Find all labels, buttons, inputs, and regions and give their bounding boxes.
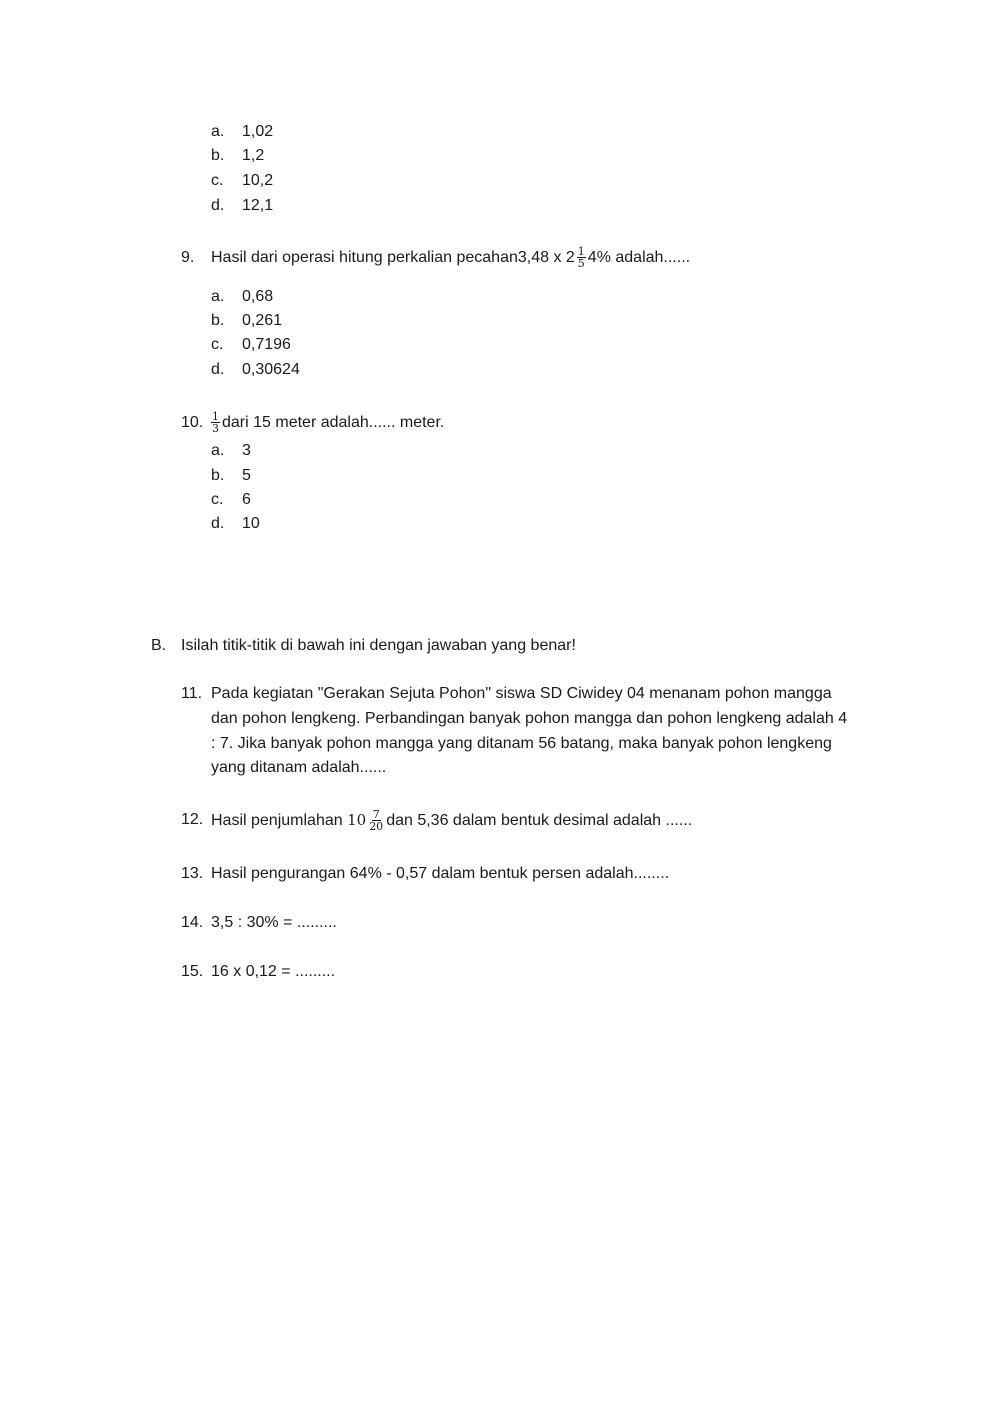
- q10-text: [209, 410, 444, 436]
- q9-option-a: [211, 287, 274, 307]
- q8-option-a: [211, 122, 274, 142]
- option-letter: a.: [211, 442, 225, 459]
- q14-number: 14.: [181, 914, 204, 931]
- option-letter: c.: [211, 172, 224, 189]
- option-letter: b.: [211, 147, 225, 164]
- q10-fraction: [211, 411, 220, 434]
- q11-line-3: : 7. Jika banyak pohon mangga yang ditanam 56 batang, maka banyak pohon lengkeng: [211, 735, 832, 752]
- option-letter: a.: [211, 288, 225, 305]
- q9-option-d: [211, 360, 300, 380]
- fraction-numerator: 1: [212, 410, 219, 424]
- option-letter: c.: [211, 336, 224, 353]
- option-text: 10,2: [242, 172, 274, 189]
- section-b-instruction: Isilah titik-titik di bawah ini dengan jawaban yang benar!: [181, 637, 576, 654]
- option-text: 0,261: [242, 312, 283, 329]
- q10-option-d: [211, 514, 260, 534]
- q10-text-after: dari 15 meter adalah...... meter.: [222, 414, 445, 431]
- q9-text: [211, 246, 690, 270]
- fraction-numerator: 7: [372, 808, 380, 822]
- q8-option-c: [211, 171, 274, 191]
- q12-text: [211, 806, 692, 835]
- option-text: 0,68: [242, 288, 274, 305]
- fraction-denominator: 5: [577, 257, 585, 271]
- q15-text: 16 x 0,12 = .........: [211, 963, 336, 980]
- q10-option-b: [211, 466, 251, 486]
- q9-text-after: 4% adalah......: [587, 249, 691, 266]
- q9-number: 9.: [181, 249, 195, 266]
- q12-whole-number: 10: [347, 811, 367, 829]
- option-text: 10: [242, 515, 260, 532]
- q14-text: 3,5 : 30% = .........: [211, 914, 337, 931]
- option-text: 5: [242, 467, 251, 484]
- q15-number: 15.: [181, 963, 204, 980]
- fraction-numerator: 1: [577, 245, 585, 259]
- q12-number: 12.: [181, 811, 204, 828]
- q8-option-b: [211, 146, 265, 166]
- fraction-denominator: 3: [212, 422, 219, 436]
- q12-text-before: Hasil penjumlahan: [211, 812, 343, 829]
- option-text: 12,1: [242, 197, 274, 214]
- option-text: 1,02: [242, 123, 274, 140]
- q10-option-c: [211, 490, 251, 510]
- option-letter: d.: [211, 361, 225, 378]
- option-text: 1,2: [242, 147, 265, 164]
- option-letter: b.: [211, 312, 225, 329]
- option-letter: d.: [211, 515, 225, 532]
- section-b-letter: B.: [151, 637, 167, 654]
- q9-option-b: [211, 311, 283, 331]
- option-text: 3: [242, 442, 251, 459]
- q10-option-a: [211, 441, 251, 461]
- option-letter: c.: [211, 491, 224, 508]
- q10-number: 10.: [181, 414, 204, 431]
- q12-fraction: [368, 809, 384, 832]
- q11-number: 11.: [181, 685, 203, 702]
- option-letter: b.: [211, 467, 225, 484]
- q11-line-1: Pada kegiatan "Gerakan Sejuta Pohon" siswa SD Ciwidey 04 menanam pohon mangga: [211, 685, 832, 702]
- q11-line-2: dan pohon lengkeng. Perbandingan banyak pohon mangga dan pohon lengkeng adalah 4: [211, 710, 848, 727]
- q9-fraction: [577, 246, 586, 269]
- fraction-denominator: 20: [369, 820, 384, 834]
- q11-line-4: yang ditanam adalah......: [211, 759, 387, 776]
- q9-text-before: Hasil dari operasi hitung perkalian pecahan3,48 x 2: [211, 249, 575, 266]
- option-text: 0,7196: [242, 336, 291, 353]
- option-letter: d.: [211, 197, 225, 214]
- q8-option-d: [211, 196, 274, 216]
- q12-text-after: dan 5,36 dalam bentuk desimal adalah ......: [386, 812, 693, 829]
- q9-option-c: [211, 335, 291, 355]
- q13-text: Hasil pengurangan 64% - 0,57 dalam bentuk persen adalah........: [211, 865, 670, 882]
- q13-number: 13.: [181, 865, 204, 882]
- option-text: 6: [242, 491, 251, 508]
- option-text: 0,30624: [242, 361, 300, 378]
- option-letter: a.: [211, 123, 225, 140]
